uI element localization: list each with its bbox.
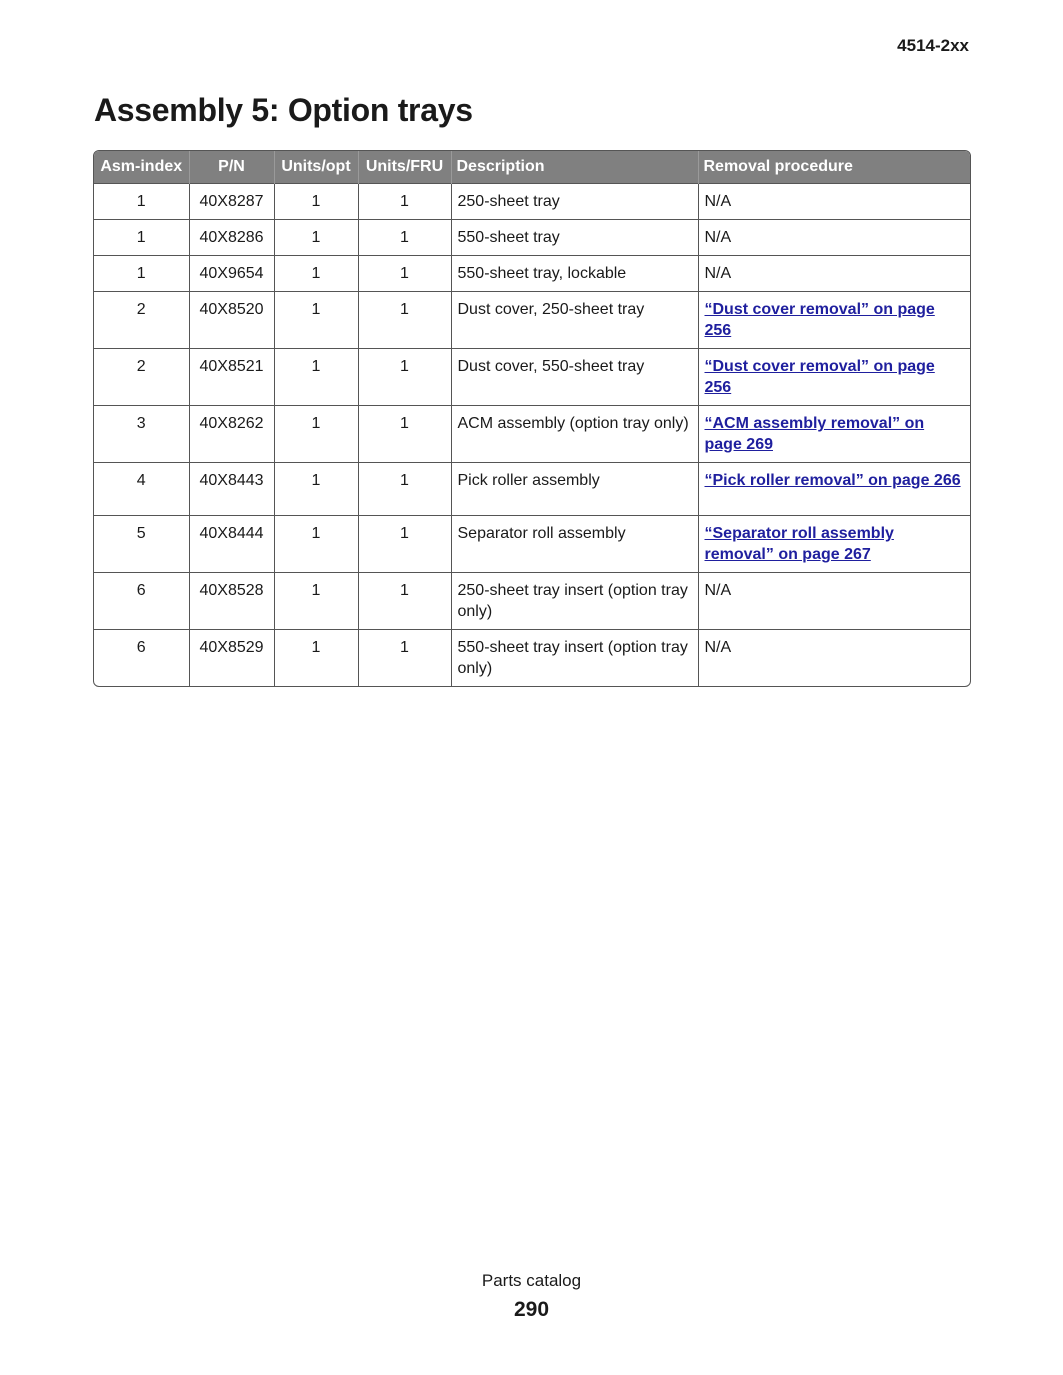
units-opt-cell: 1 xyxy=(274,463,358,516)
page-title: Assembly 5: Option trays xyxy=(94,92,473,128)
removal-procedure-link[interactable]: “ACM assembly removal” on page 269 xyxy=(704,415,925,453)
column-header-removal-procedure: Removal procedure xyxy=(698,151,970,184)
part-number-cell: 40X8286 xyxy=(189,220,274,256)
units-opt-cell: 1 xyxy=(274,292,358,349)
description-cell: Pick roller assembly xyxy=(451,463,698,516)
table-row xyxy=(94,463,970,516)
part-number-cell: 40X8443 xyxy=(189,463,274,516)
table-row xyxy=(94,220,970,256)
removal-procedure-link[interactable]: “Pick roller removal” on page 266 xyxy=(704,472,961,489)
table-row xyxy=(94,573,970,630)
description-cell: 250-sheet tray xyxy=(451,184,698,220)
asm-index-cell: 1 xyxy=(94,220,189,256)
column-header-pn: P/N xyxy=(189,151,274,184)
removal-procedure-link[interactable]: “Dust cover removal” on page 256 xyxy=(704,301,935,339)
units-opt-cell: 1 xyxy=(274,573,358,630)
table-row xyxy=(94,184,970,220)
removal-cell xyxy=(698,463,970,516)
removal-cell xyxy=(698,349,970,406)
removal-procedure-link[interactable]: “Separator roll assembly removal” on page 267 xyxy=(704,525,894,563)
description-cell: 550-sheet tray xyxy=(451,220,698,256)
footer-section-label: Parts catalog xyxy=(481,1271,582,1290)
table-row xyxy=(94,349,970,406)
asm-index-cell: 3 xyxy=(94,406,189,463)
asm-index-cell: 6 xyxy=(94,630,189,687)
units-opt-cell: 1 xyxy=(274,184,358,220)
units-fru-cell: 1 xyxy=(358,349,451,406)
asm-index-cell: 2 xyxy=(94,292,189,349)
description-cell: 550-sheet tray insert (option tray only) xyxy=(451,630,698,687)
part-number-cell: 40X8521 xyxy=(189,349,274,406)
units-opt-cell: 1 xyxy=(274,256,358,292)
table-row xyxy=(94,256,970,292)
table-row xyxy=(94,292,970,349)
units-opt-cell: 1 xyxy=(274,349,358,406)
asm-index-cell: 6 xyxy=(94,573,189,630)
model-number: 4514-2xx xyxy=(897,36,969,55)
table-row xyxy=(94,516,970,573)
units-fru-cell: 1 xyxy=(358,516,451,573)
description-cell: Dust cover, 250-sheet tray xyxy=(451,292,698,349)
removal-cell: N/A xyxy=(698,220,970,256)
asm-index-cell: 1 xyxy=(94,184,189,220)
description-cell: Separator roll assembly xyxy=(451,516,698,573)
description-cell: Dust cover, 550-sheet tray xyxy=(451,349,698,406)
asm-index-cell: 1 xyxy=(94,256,189,292)
column-header-description: Description xyxy=(451,151,698,184)
part-number-cell: 40X9654 xyxy=(189,256,274,292)
page-number: 290 xyxy=(513,1298,550,1321)
column-header-asm-index: Asm-index xyxy=(94,151,189,184)
units-fru-cell: 1 xyxy=(358,220,451,256)
asm-index-cell: 5 xyxy=(94,516,189,573)
units-fru-cell: 1 xyxy=(358,406,451,463)
table-row xyxy=(94,630,970,687)
asm-index-cell: 4 xyxy=(94,463,189,516)
units-fru-cell: 1 xyxy=(358,630,451,687)
parts-table xyxy=(93,150,971,687)
units-opt-cell: 1 xyxy=(274,220,358,256)
units-fru-cell: 1 xyxy=(358,292,451,349)
part-number-cell: 40X8262 xyxy=(189,406,274,463)
removal-cell: N/A xyxy=(698,184,970,220)
column-header-units-fru: Units/FRU xyxy=(358,151,451,184)
description-cell: 250-sheet tray insert (option tray only) xyxy=(451,573,698,630)
removal-cell xyxy=(698,406,970,463)
part-number-cell: 40X8287 xyxy=(189,184,274,220)
description-cell: 550-sheet tray, lockable xyxy=(451,256,698,292)
removal-cell xyxy=(698,292,970,349)
table-row xyxy=(94,406,970,463)
removal-cell: N/A xyxy=(698,630,970,687)
table-header-row xyxy=(94,151,970,184)
part-number-cell: 40X8444 xyxy=(189,516,274,573)
part-number-cell: 40X8528 xyxy=(189,573,274,630)
column-header-units-opt: Units/opt xyxy=(274,151,358,184)
part-number-cell: 40X8520 xyxy=(189,292,274,349)
units-fru-cell: 1 xyxy=(358,256,451,292)
removal-cell: N/A xyxy=(698,256,970,292)
units-fru-cell: 1 xyxy=(358,573,451,630)
asm-index-cell: 2 xyxy=(94,349,189,406)
units-opt-cell: 1 xyxy=(274,630,358,687)
removal-procedure-link[interactable]: “Dust cover removal” on page 256 xyxy=(704,358,935,396)
part-number-cell: 40X8529 xyxy=(189,630,274,687)
removal-cell: N/A xyxy=(698,573,970,630)
units-opt-cell: 1 xyxy=(274,516,358,573)
units-opt-cell: 1 xyxy=(274,406,358,463)
description-cell: ACM assembly (option tray only) xyxy=(451,406,698,463)
units-fru-cell: 1 xyxy=(358,463,451,516)
removal-cell xyxy=(698,516,970,573)
units-fru-cell: 1 xyxy=(358,184,451,220)
